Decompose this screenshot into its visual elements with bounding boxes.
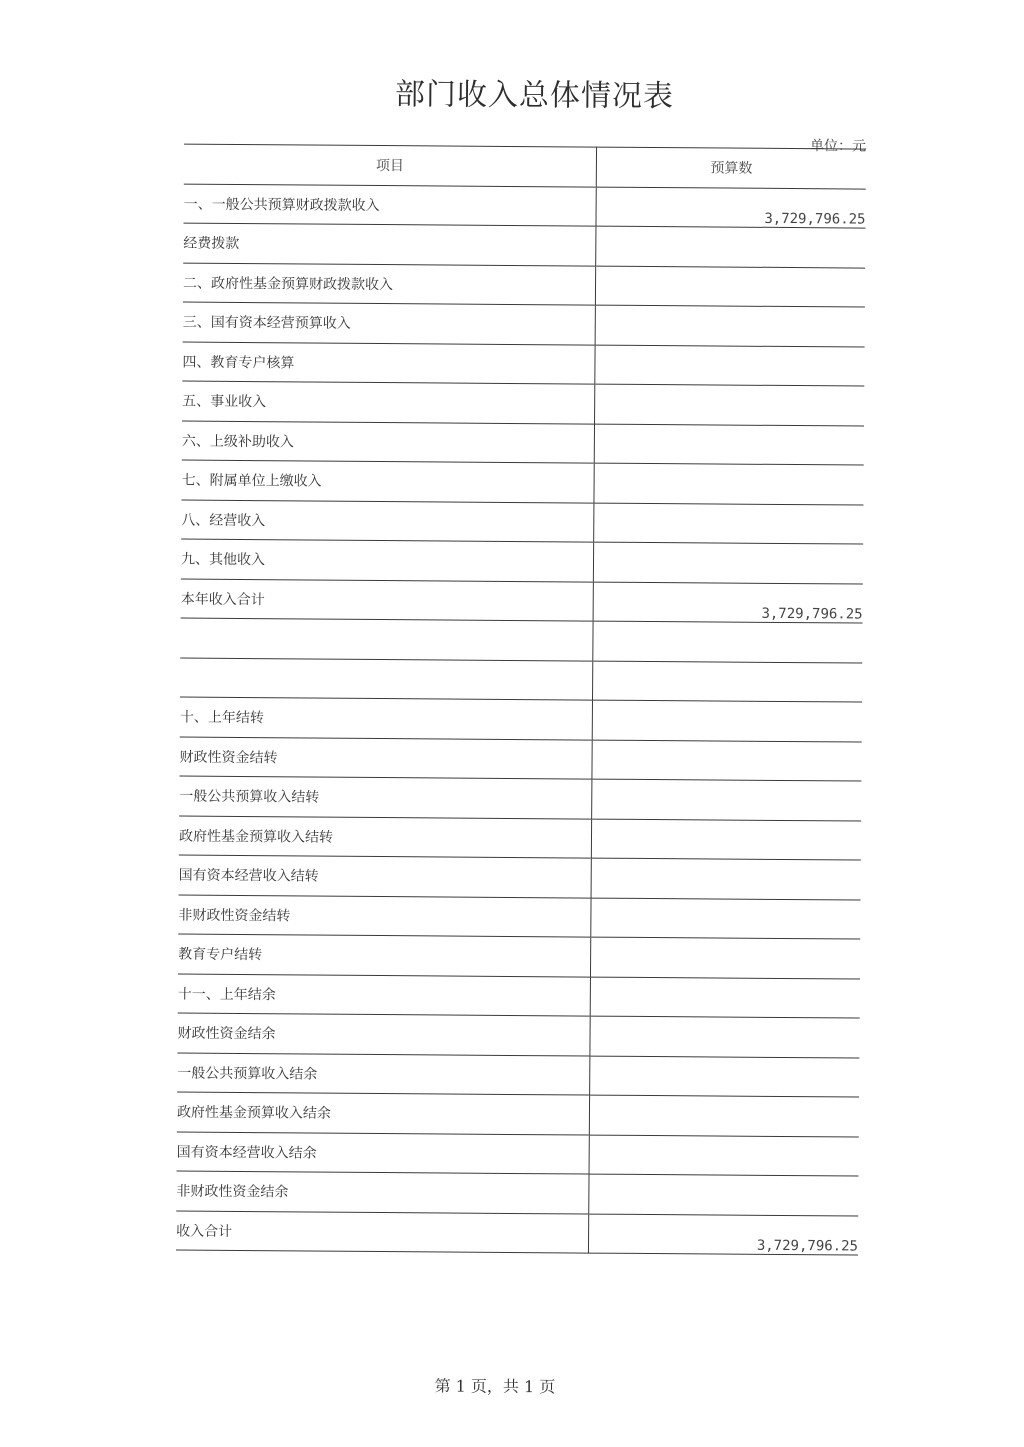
document-title: 部门收入总体情况表 [394,77,675,115]
row-budget-amount [591,819,861,860]
row-budget-amount [595,345,865,386]
row-item-label: 非财政性资金结转 [178,895,591,938]
page-number: 第 1 页，共 1 页 [434,1376,556,1397]
row-item-label: 经费拨款 [183,223,596,266]
row-budget-amount [591,898,861,939]
table-row [180,697,862,741]
row-item-label: 五、事业收入 [182,381,595,424]
table-row [183,223,865,267]
row-budget-amount [593,661,863,702]
row-item-label: 十、上年结转 [180,697,593,740]
row-budget-amount [589,1095,859,1136]
row-item-label: 四、教育专户核算 [182,342,595,385]
row-budget-amount [596,226,866,267]
table-header-row [184,144,866,188]
table-row [183,184,865,228]
table-row [177,1132,859,1176]
row-item-label: 八、经营收入 [181,500,594,543]
table-row [183,263,865,307]
row-budget-amount [592,779,862,820]
row-budget-amount [594,463,864,504]
row-item-label [180,658,593,701]
table-row [177,1013,859,1057]
row-budget-amount [590,977,860,1018]
table-row [180,658,862,702]
table-row [179,776,861,820]
row-item-label: 国有资本经营收入结余 [177,1132,590,1175]
table-row [181,500,863,544]
row-budget-amount [593,621,863,662]
row-budget-amount: 3,729,796.25 [593,582,863,623]
row-budget-amount: 3,729,796.25 [588,1214,858,1255]
row-item-label: 一般公共预算收入结转 [179,776,592,819]
row-item-label: 本年收入合计 [181,579,594,622]
row-item-label: 一、一般公共预算财政拨款收入 [183,184,596,227]
row-budget-amount: 3,729,796.25 [596,187,866,228]
row-budget-amount [591,858,861,899]
row-item-label [180,618,593,661]
row-item-label: 财政性资金结转 [179,737,592,780]
table-row [182,421,864,465]
row-budget-amount [589,1174,859,1215]
column-header-item: 项目 [184,144,597,187]
table-row [178,974,860,1018]
row-item-label: 十一、上年结余 [178,974,591,1017]
row-budget-amount [592,740,862,781]
table-row [179,737,861,781]
row-item-label: 六、上级补助收入 [182,421,595,464]
table-row [178,895,860,939]
table-row [181,539,863,583]
row-item-label: 教育专户结转 [178,934,591,977]
column-header-budget: 预算数 [596,147,866,188]
row-budget-amount [590,937,860,978]
row-budget-amount [595,384,865,425]
row-item-label: 三、国有资本经营预算收入 [183,302,596,345]
row-item-label: 非财政性资金结余 [176,1171,589,1214]
table-row [177,1053,859,1097]
table-row [177,1092,859,1136]
row-item-label: 七、附属单位上缴收入 [181,460,594,503]
row-budget-amount [594,424,864,465]
row-item-label: 收入合计 [176,1211,589,1254]
table-row [179,816,861,860]
table-row [178,934,860,978]
unit-label: 单位：元 [810,138,867,155]
row-budget-amount [594,503,864,544]
table-body [176,184,866,1255]
row-budget-amount [595,305,865,346]
row-item-label: 九、其他收入 [181,539,594,582]
table-row [181,579,863,623]
row-item-label: 政府性基金预算收入结转 [179,816,592,859]
table-row [181,460,863,504]
row-budget-amount [590,1016,860,1057]
row-item-label: 政府性基金预算收入结余 [177,1092,590,1135]
row-item-label: 二、政府性基金预算财政拨款收入 [183,263,596,306]
row-budget-amount [592,700,862,741]
row-budget-amount [589,1135,859,1176]
row-budget-amount [590,1056,860,1097]
table-row [176,1211,858,1255]
table-row [176,1171,858,1215]
row-item-label: 财政性资金结余 [177,1013,590,1056]
table-row [179,855,861,899]
table-row [180,618,862,662]
table-row [182,381,864,425]
income-budget-table [176,144,866,1256]
row-item-label: 国有资本经营收入结转 [179,855,592,898]
table-row [182,342,864,386]
table-row [183,302,865,346]
row-budget-amount [593,542,863,583]
row-budget-amount [595,266,865,307]
row-item-label: 一般公共预算收入结余 [177,1053,590,1096]
